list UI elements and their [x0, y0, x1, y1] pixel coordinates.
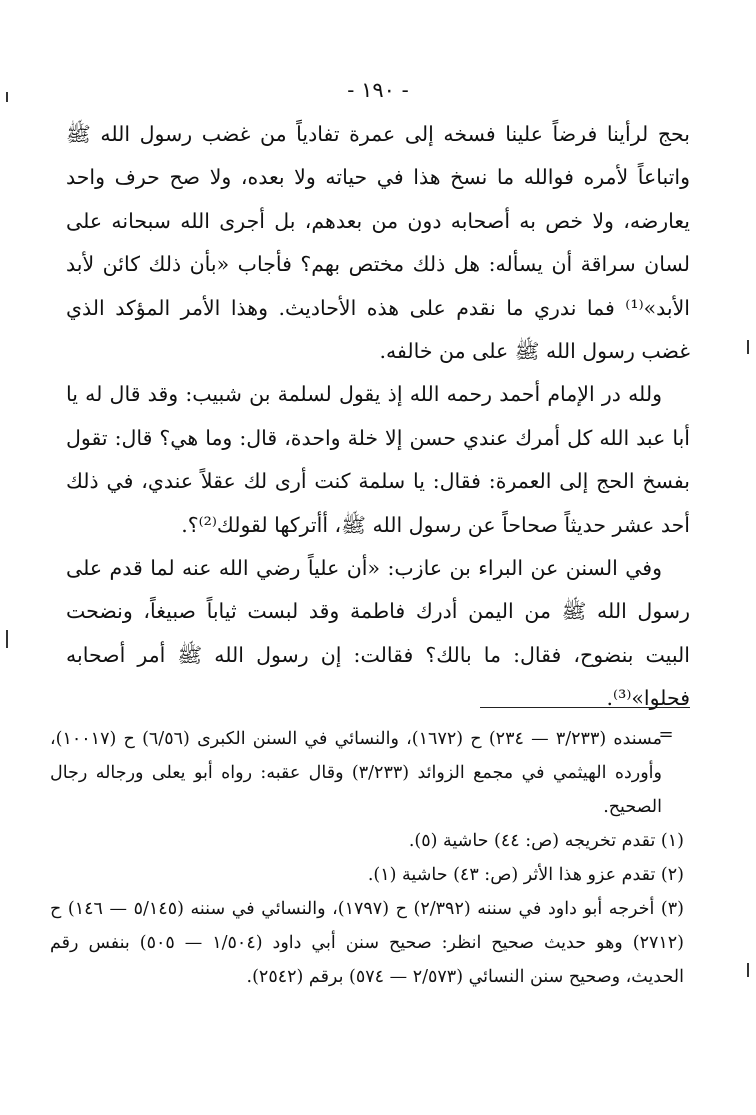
footnotes [50, 722, 684, 994]
right-edge-mark [747, 340, 749, 354]
main-text [66, 113, 690, 721]
footnote-continuation-mark: = [658, 724, 674, 745]
right-edge-mark-2 [747, 963, 749, 977]
footnote-divider [480, 707, 690, 708]
footnote-1: (١) تقدم تخريجه (ص: ٤٤) حاشية (٥). [408, 831, 684, 851]
paragraph-1: بحج لرأينا فرضاً علينا فسخه إلى عمرة تفادياً من غضب رسول الله ﷺ واتباعاً لأمره فوالله ما نسخ هذا في حياته ولا بعده، ولا صح حرف واحد يعارضه، ولا خص به أصحابه دون من بعدهم، بل أجرى الله سبحانه على لسان سراقة أن يسأله: هل ذلك مختص بهم؟ فأجاب «بأن ذلك كائن لأبد الأبد»⁽¹⁾ فما ندري ما نقدم على هذه الأحاديث. وهذا الأمر المؤكد الذي غضب رسول الله ﷺ على من خالفه. [66, 122, 690, 364]
footnote-2: (٢) تقدم عزو هذا الأثر (ص: ٤٣) حاشية (١). [367, 865, 684, 885]
paragraph-2: ولله در الإمام أحمد رحمه الله إذ يقول لسلمة بن شبيب: وقد قال له يا أبا عبد الله كل أمرك عندي حسن إلا خلة واحدة، قال: وما هي؟ قال: تقول بفسخ الحج إلى العمرة: فقال: يا سلمة كنت أرى لك عقلاً عندي، في ذلك أحد عشر حديثاً صحاحاً عن رسول الله ﷺ، أأتركها لقولك⁽²⁾؟. [66, 382, 690, 537]
paragraph-3: وفي السنن عن البراء بن عازب: «أن علياً رضي الله عنه لما قدم على رسول الله ﷺ من اليمن أدرك فاطمة وقد لبست ثياباً صبيغاً، ونضحت البيت بنضوح، فقال: ما بالك؟ فقالت: إن رسول الله ﷺ أمر أصحابه فحلوا»⁽³⁾. [66, 556, 690, 711]
footnote-continuation: مسنده (٣/٢٣٣ — ٢٣٤) ح (١٦٧٢)، والنسائي في السنن الكبرى (٦/٥٦) ح (١٠٠١٧)، وأورده الهيثمي في مجمع الزوائد (٣/٢٣٣) وقال عقبه: رواه أبو يعلى ورجاله رجال الصحيح. [50, 729, 663, 817]
page-number: - ١٩٠ - [347, 78, 409, 102]
footnote-3: (٣) أخرجه أبو داود في سننه (٢/٣٩٢) ح (١٧٩٧)، والنسائي في سننه (٥/١٤٥ — ١٤٦) ح (٢٧١٢) وهو حديث صحيح انظر: صحيح سنن أبي داود (١/٥٠٤ — ٥٠٥) بنفس رقم الحديث، وصحيح سنن النسائي (٢/٥٧٣ — ٥٧٤) برقم (٢٥٤٢). [50, 899, 684, 987]
left-edge-mark-2 [6, 630, 8, 648]
